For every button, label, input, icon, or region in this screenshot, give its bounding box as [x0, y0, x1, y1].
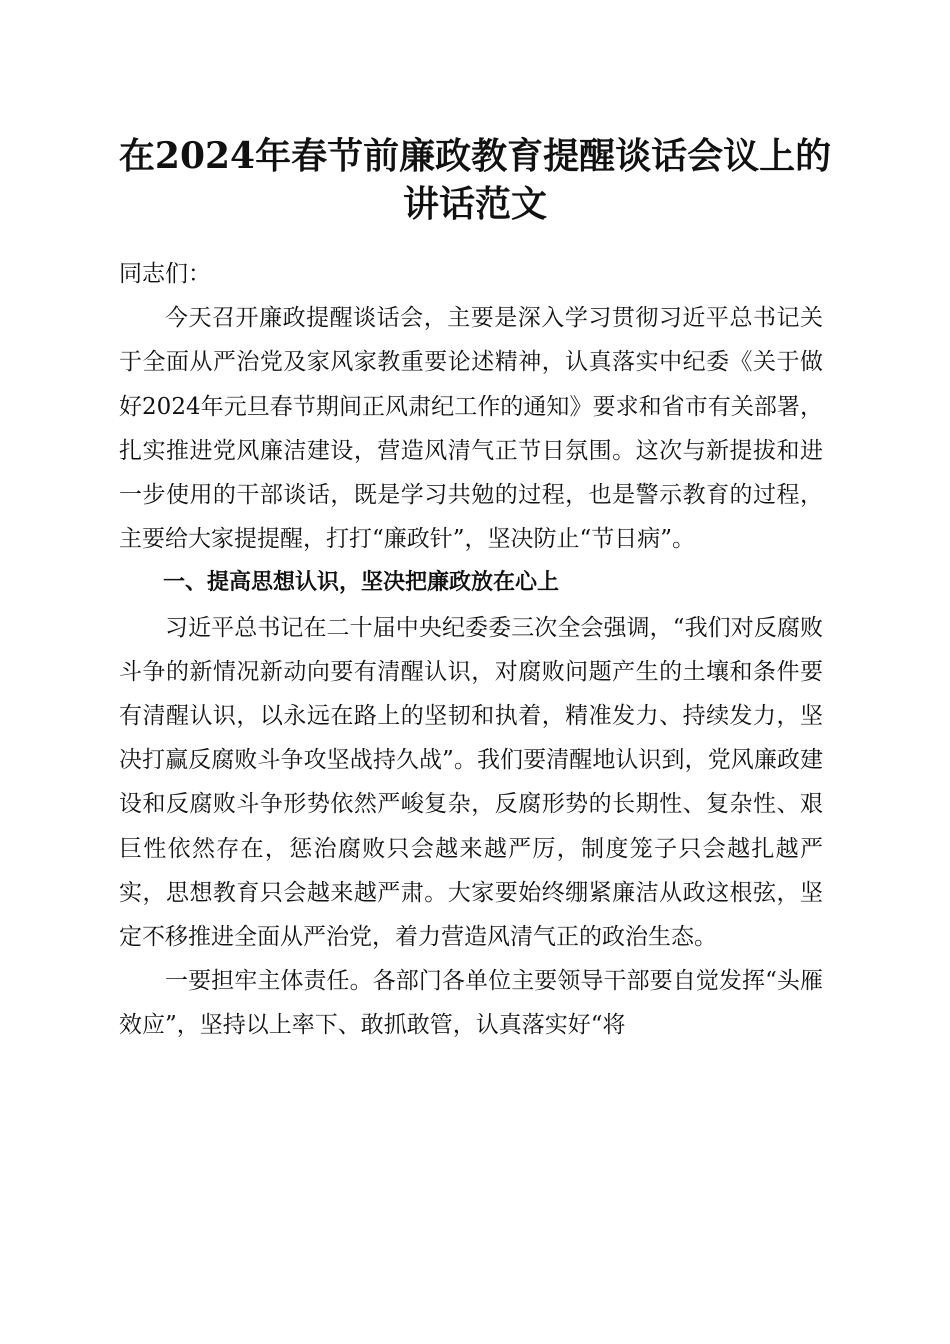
section-heading-1: 一、提高思想认识，坚决把廉政放在心上 [163, 570, 560, 596]
document-body [119, 252, 823, 1048]
title-line-2: 讲话范文 [402, 183, 547, 225]
document-title [100, 132, 850, 228]
paragraph-responsibility: 一要担牢主体责任。各部门各单位主要领导干部要自觉发挥“头雁效应”，坚持以上率下、敢抓敢管，认真落实好“将 [119, 968, 823, 1039]
paragraph-section-1: 习近平总书记在二十届中央纪委委三次全会强调，“我们对反腐败斗争的新情况新动向要有清醒认识，对腐败问题产生的土壤和条件要有清醒认识，以永远在路上的坚韧和执着，精准发力、持续发力，坚决打赢反腐败斗争攻坚战持久战”。我们要清醒地认识到，党风廉政建设和反腐败斗争形势依然严峻复杂，反腐形势的长期性、复杂性、艰巨性依然存在，惩治腐败只会越来越严厉，制度笼子只会越扎越严实，思想教育只会越来越严肃。大家要始终绷紧廉洁从政这根弦，坚定不移推进全面从严治党，着力营造风清气正的政治生态。 [119, 614, 823, 951]
salutation: 同志们： [119, 261, 211, 287]
title-line-1: 在2024年春节前廉政教育提醒谈话会议上的 [118, 135, 832, 177]
paragraph-intro: 今天召开廉政提醒谈话会，主要是深入学习贯彻习近平总书记关于全面从严治党及家风家教重要论述精神，认真落实中纪委《关于做好2024年元旦春节期间正风肃纪工作的通知》要求和省市有关部署，扎实推进党风廉洁建设，营造风清气正节日氛围。这次与新提拔和进一步使用的干部谈话，既是学习共勉的过程，也是警示教育的过程，主要给大家提提醒，打打“廉政针”，坚决防止“节日病”。 [119, 305, 823, 553]
